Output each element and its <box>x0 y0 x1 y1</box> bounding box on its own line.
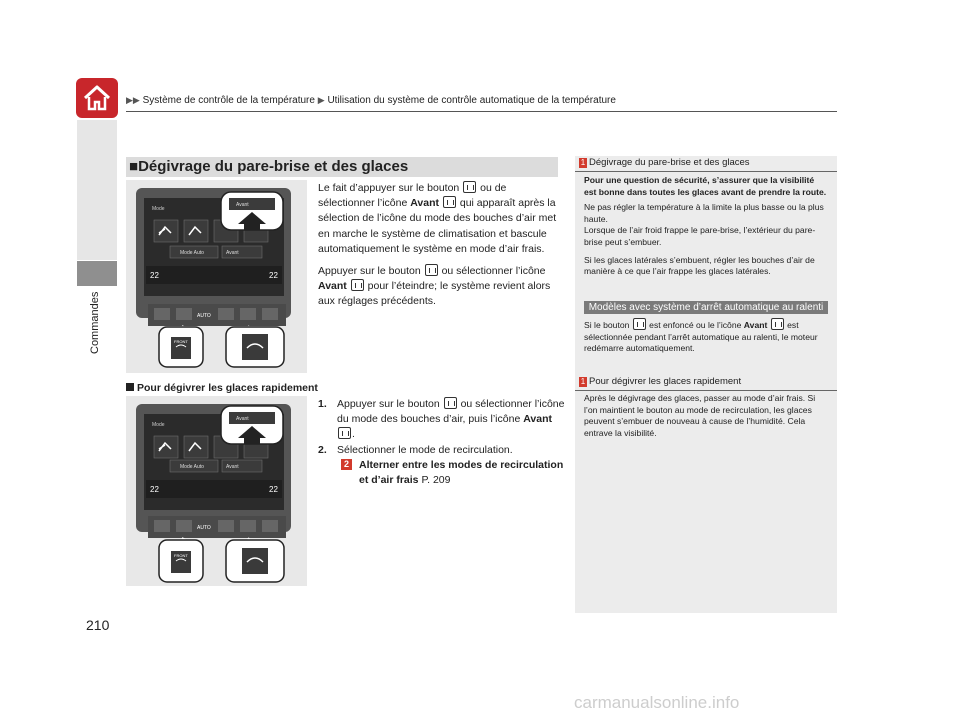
front-defrost-button-icon <box>444 397 457 409</box>
paragraph-defrost-on: Le fait d’appuyer sur le bouton ou de sélectionner l’icône Avant qui apparaît après la sélection de l’icône du mode des bouches d’air met en marche le système de climatisation et bascule automatiquement le système en mode d’air frais. <box>318 182 557 255</box>
note1-title: 1 Dégivrage du pare-brise et des glaces <box>575 157 837 172</box>
paragraph-defrost-off: Appuyer sur le bouton ou sélectionner l’icône Avant pour l’éteindre; le système revient alors aux réglages précédents. <box>318 265 551 308</box>
step-1: 1. Appuyer sur le bouton ou sélectionner l’icône du mode des bouches d’air, puis l’icône Avant . <box>318 398 565 441</box>
subsection-title: Pour dégivrer les glaces rapidement <box>126 382 318 394</box>
home-button[interactable] <box>76 78 118 118</box>
note1-idle-stop: Si le bouton est enfoncé ou le l’icône Avant est sélectionnée pendant l’arrêt automatique au ralenti, le moteur redémarre automatiquement. <box>584 320 818 354</box>
svg-text:22: 22 <box>269 485 278 494</box>
note-marker-icon: 1 <box>580 377 586 386</box>
front-defrost-button-icon <box>771 318 784 330</box>
front-defrost-button-icon <box>351 279 364 291</box>
reference-page[interactable]: P. 209 <box>421 474 451 487</box>
idle-stop-banner: Modèles avec système d’arrêt automatique au ralenti <box>584 301 828 314</box>
svg-text:AUTO: AUTO <box>197 525 211 531</box>
note2-body: Après le dégivrage des glaces, passer au mode d’air frais. Si l’on maintient le bouton au mode de recirculation, les glaces peuvent s’embuer de nouveau à cause de l’humidité. Cela entrave la visibilité. <box>584 393 816 438</box>
chapter-sidebar <box>77 120 117 260</box>
section-square-icon: ■ <box>129 158 139 175</box>
chapter-tab-marker <box>77 261 117 286</box>
screen-mode-label: Mode <box>152 206 165 212</box>
screen-avant-label: Avant <box>226 250 239 256</box>
note1-body: Pour une question de sécurité, s’assurer que la visibilité est bonne dans toutes les glaces avant de prendre la route. Ne pas régler la température à la limite la plus basse ou la plus haute. Lorsque de l’air froid frappe le pare-brise, l’extérieur du pare-brise peut s’embuer. Si les glaces latérales s’embuent, régler les bouches d’air de manière à ce que l’air frappe les glaces latérales. <box>584 175 827 277</box>
front-defrost-button-icon <box>463 181 476 193</box>
defrost-panel-illustration <box>126 180 307 373</box>
svg-text:22: 22 <box>150 485 159 494</box>
step-2: 2. Sélectionner le mode de recirculation. <box>318 443 513 456</box>
note-marker-icon: 1 <box>580 158 586 167</box>
reference-arrow-icon: 2 <box>341 459 352 470</box>
quick-defrost-illustration <box>126 396 307 586</box>
svg-text:Avant: Avant <box>236 416 249 422</box>
page-number: 210 <box>86 617 110 633</box>
svg-text:Avant: Avant <box>226 464 239 470</box>
breadcrumb-arrow-icon: ▶ <box>317 95 325 105</box>
section-title: ■Dégivrage du pare-brise et des glaces <box>126 157 558 177</box>
front-defrost-button-icon <box>338 427 351 439</box>
auto-button-label: AUTO <box>197 313 211 319</box>
home-icon <box>82 84 112 112</box>
breadcrumb-arrow-icon: ▶▶ <box>126 95 140 105</box>
svg-text:Mode: Mode <box>152 422 165 428</box>
note2-title: 1 Pour dégivrer les glaces rapidement <box>575 376 837 391</box>
screen-mode-auto: Mode Auto <box>180 250 204 256</box>
subsection-square-icon <box>126 383 134 391</box>
temp-right: 22 <box>269 271 278 280</box>
front-defrost-label: FRONT <box>174 339 188 344</box>
temp-left: 22 <box>150 271 159 280</box>
front-defrost-button-icon <box>443 196 456 208</box>
svg-text:Mode Auto: Mode Auto <box>180 464 204 470</box>
svg-text:Avant: Avant <box>236 202 249 208</box>
breadcrumb-item-climate-system[interactable]: Système de contrôle de la température <box>142 95 315 106</box>
svg-text:FRONT: FRONT <box>174 553 188 558</box>
cross-reference-link[interactable]: 2 Alterner entre les modes de recirculation et d’air frais P. 209 <box>318 458 568 488</box>
breadcrumb-item-auto-climate[interactable]: Utilisation du système de contrôle automatique de la température <box>327 95 616 106</box>
breadcrumb <box>126 95 616 106</box>
quick-defrost-steps <box>318 397 568 488</box>
front-defrost-button-icon <box>633 318 646 330</box>
header-divider <box>126 111 837 112</box>
chapter-label[interactable]: Commandes <box>89 292 101 355</box>
front-defrost-button-icon <box>425 264 438 276</box>
watermark: carmanualsonline.info <box>574 693 740 712</box>
